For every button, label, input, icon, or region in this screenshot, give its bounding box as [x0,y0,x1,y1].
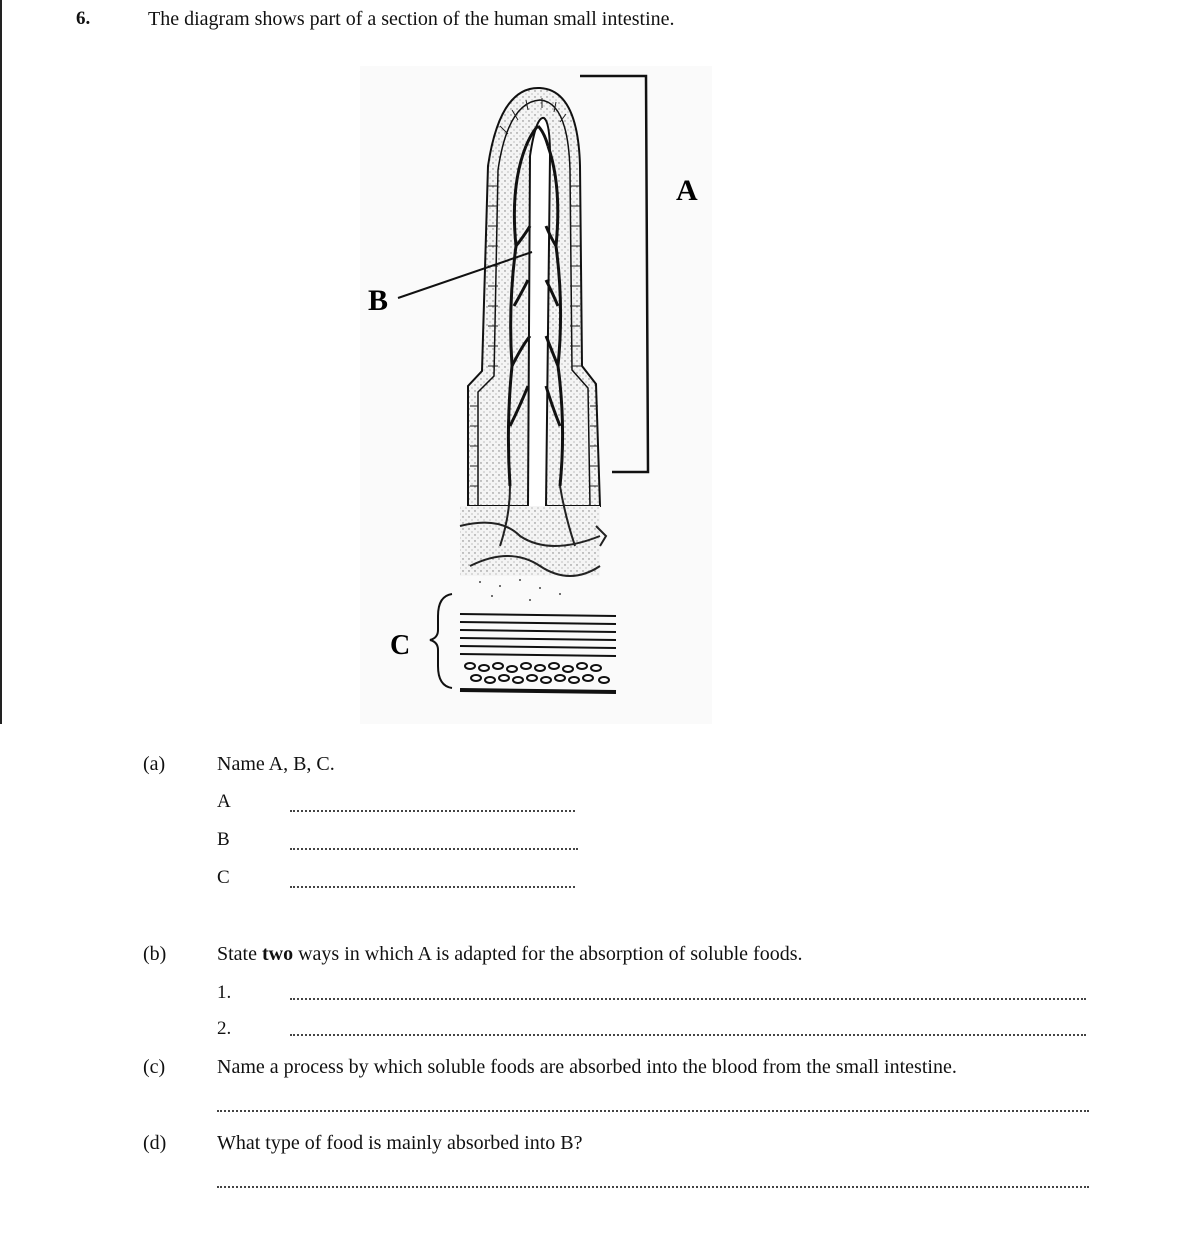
answer-line-2[interactable] [290,1034,1086,1036]
part-b-label: (b) [143,943,167,965]
part-c-label: (c) [143,1056,166,1078]
question-intro: The diagram shows part of a section of the human small intestine. [148,8,675,30]
label-a: A [676,174,698,207]
label-c: C [390,630,411,661]
page-left-border [0,0,2,724]
answer-line-b[interactable] [290,848,578,850]
answer-line-a[interactable] [290,810,575,812]
part-a-label: (a) [143,753,166,775]
answer-line-d[interactable] [217,1186,1089,1188]
answer-label-a: A [217,791,231,812]
label-b: B [368,284,389,317]
answer-line-1[interactable] [290,998,1086,1000]
answer-line-c-process[interactable] [217,1110,1089,1112]
answer-label-2: 2. [217,1018,232,1039]
part-d-prompt: What type of food is mainly absorbed into B? [217,1132,583,1154]
part-a-prompt: Name A, B, C. [217,753,335,775]
lacteal [528,118,550,506]
villus-diagram [360,66,712,724]
answer-line-c[interactable] [290,886,575,888]
answer-label-1: 1. [217,982,232,1003]
answer-label-c: C [217,867,230,888]
part-b-prompt: State two ways in which A is adapted for the absorption of soluble foods. [217,943,803,965]
emphasis-two: two [262,943,294,965]
question-number: 6. [76,8,91,29]
part-d-label: (d) [143,1132,167,1154]
part-c-prompt: Name a process by which soluble foods are absorbed into the blood from the small intestine. [217,1056,957,1078]
answer-label-b: B [217,829,230,850]
